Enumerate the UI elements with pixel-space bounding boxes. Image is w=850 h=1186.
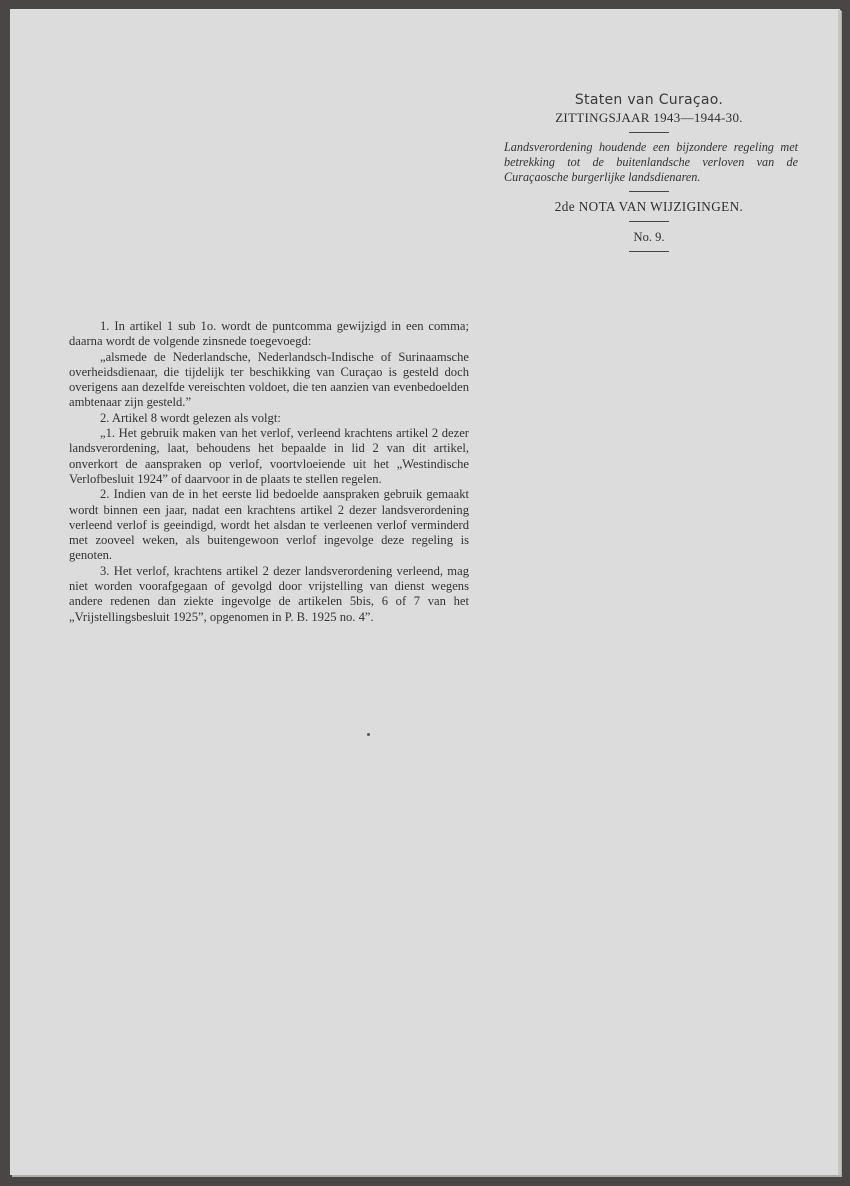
institution-title: Staten van Curaçao. [574, 92, 724, 108]
ink-speck [367, 733, 370, 736]
header-divider [629, 221, 669, 222]
header-divider [629, 132, 669, 133]
header-divider [629, 191, 669, 192]
paragraph: 2. Artikel 8 wordt gelezen als volgt: [100, 410, 281, 425]
paragraph: „1. Het gebruik maken van het verlof, verleend krachtens artikel 2 dezer landsverordening, laat, behoudens het bepaalde in lid 2 van dit artikel, onverkort de aanspraken op verlof, voortvloeiende uit het „Westindische Verlofbesluit 1924” of daarvoor in de plaats te stellen regelen. [69, 426, 469, 486]
header-divider [629, 251, 669, 252]
document-header [500, 92, 798, 259]
page-edge [838, 10, 841, 1175]
paragraph: 2. Indien van de in het eerste lid bedoelde aanspraken gebruik gemaakt wordt binnen een jaar, nadat een krachtens artikel 2 dezer landsverordening verleend verlof is geeindigd, wordt het alsdan te verleenen verlof verminderd met zooveel weken, als buitengewoon verlof ingevolge deze regeling is genoten. [69, 487, 469, 563]
ordinance-description: Landsverordening houdende een bijzondere regeling met betrekking tot de buitenlandsche verloven van de Curaçaosche burgerlijke landsdienaren. [504, 140, 798, 184]
paragraph: „alsmede de Nederlandsche, Nederlandsch-Indische of Surinaamsche overheidsdienaar, die tijdelijk ter beschikking van Curaçao is gesteld doch overigens aan dezelfde vereischten voldoet, die ten aanzien van evenbedoelden ambtenaar zijn gesteld.” [69, 349, 469, 410]
amendment-text [69, 319, 469, 625]
session-year: ZITTINGSJAAR 1943—1944-30. [555, 110, 743, 125]
nota-title: 2de NOTA VAN WIJZIGINGEN. [554, 199, 744, 214]
paragraph: 1. In artikel 1 sub 1o. wordt de puntcomma gewijzigd in een comma; daarna wordt de volgende zinsnede toegevoegd: [69, 319, 469, 349]
document-number: No. 9. [633, 230, 665, 244]
paragraph: 3. Het verlof, krachtens artikel 2 dezer landsverordening verleend, mag niet worden voorafgegaan of gevolgd door vrijstelling van dienst wegens andere redenen dan ziekte ingevolge de artikelen 5bis, 6 of 7 van het „Vrijstellingsbesluit 1925”, opgenomen in P. B. 1925 no. 4”. [69, 563, 469, 624]
